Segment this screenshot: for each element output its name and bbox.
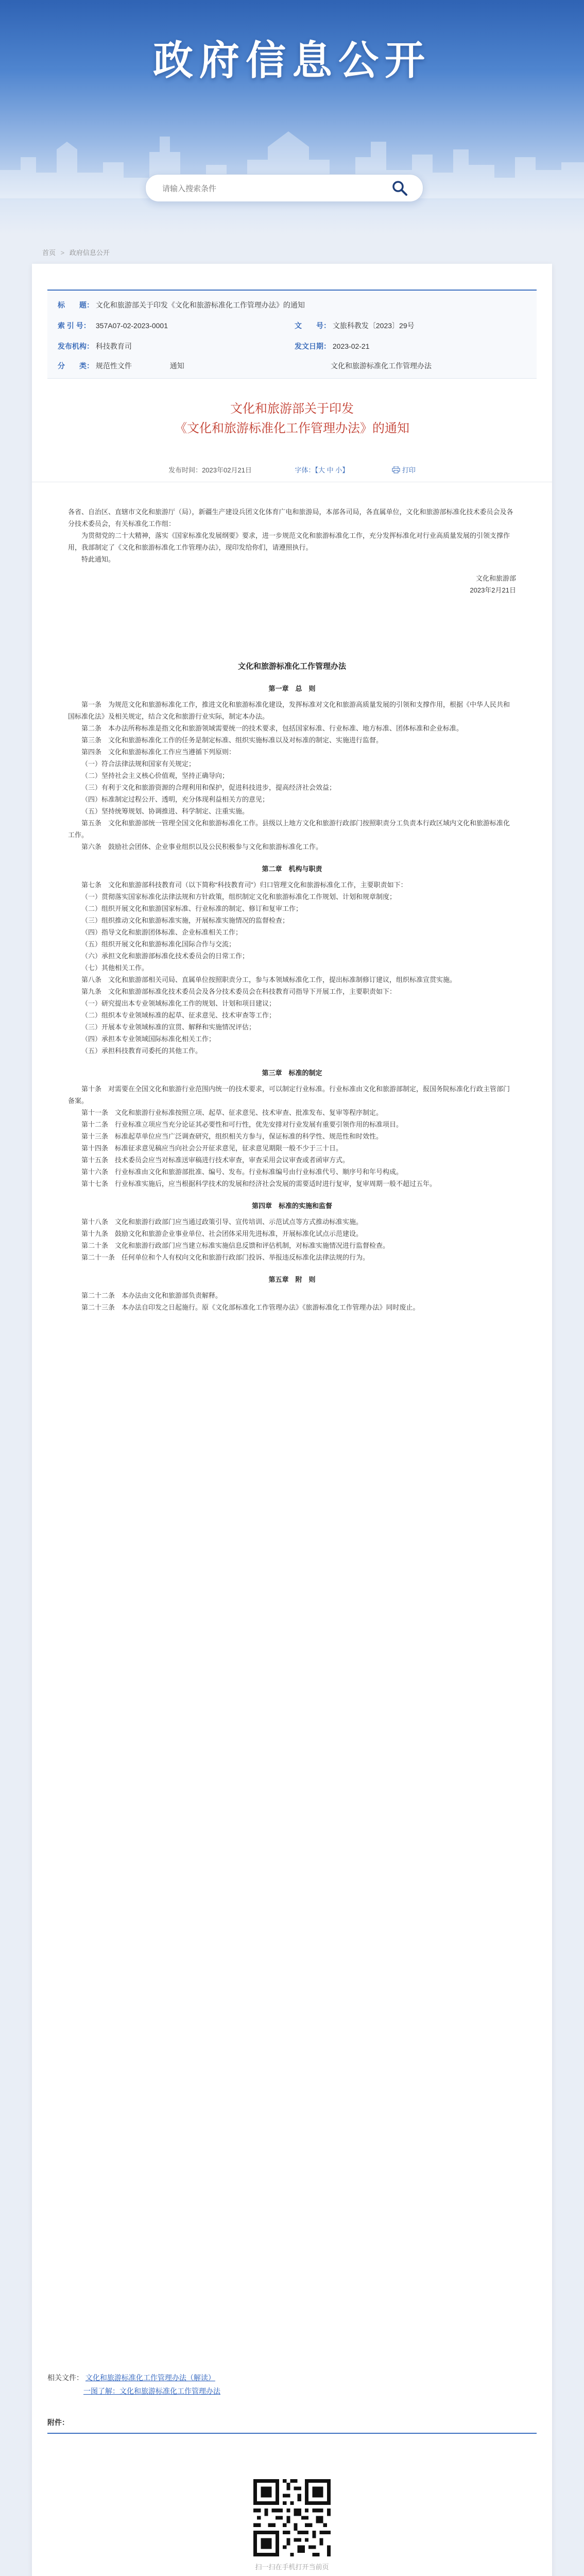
article-item: （三）开展本专业领域标准的宣贯、解释和实施情况评估； — [81, 1023, 256, 1031]
notice-paragraph: 为贯彻党的二十大精神，落实《国家标准化发展纲要》要求，进一步规范文化和旅游标准化工作，充分发挥标准化对行业高质量发展的引领支撑作用，我部制定了《文化和旅游标准化工作管理办法》，现印发给你们，请遵照执行。 — [68, 532, 510, 551]
article-item: （二）组织本专业领域标准的起草、征求意见、技术审查等工作； — [81, 1011, 276, 1019]
breadcrumb-home[interactable]: 首页 — [42, 249, 56, 257]
article: 第十二条 行业标准立项应当充分论证其必要性和可行性，优先安排对行业发展有重要引领作用的标准项目。 — [81, 1121, 403, 1128]
article: 第十八条 文化和旅游行政部门应当通过政策引导、宣传培训、示范试点等方式推动标准实施。 — [81, 1218, 363, 1226]
meta-category-value: 规范性文件 — [95, 362, 132, 370]
article-item: （五）承担科技教育司委托的其他工作。 — [81, 1047, 202, 1055]
meta-title-label: 标 题： — [58, 301, 94, 309]
article-item: （二）组织开展文化和旅游国家标准、行业标准的制定、修订和复审工作； — [81, 905, 303, 912]
article-item: （二）坚持社会主义核心价值观，坚持正确导向； — [81, 772, 229, 779]
meta-row-title — [58, 295, 305, 315]
meta-row-date — [295, 336, 370, 357]
document-meta-table — [47, 290, 537, 379]
article-item: （六）承担文化和旅游部标准化技术委员会的日常工作； — [81, 952, 249, 960]
article-item: （五）坚持统筹规划、协调推进、科学制定、注重实施。 — [81, 807, 249, 815]
breadcrumb — [42, 247, 542, 260]
meta-row-topic — [331, 355, 432, 376]
search-bar — [145, 174, 423, 202]
article-item: （四）指导文化和旅游团体标准、企业标准相关工作； — [81, 928, 243, 936]
chapter-heading: 第一章 总 则 — [268, 685, 316, 692]
article: 第四条 文化和旅游标准化工作应当遵循下列原则： — [81, 748, 236, 756]
print-button[interactable] — [392, 466, 416, 474]
article: 第十五条 技术委员会应当对标准送审稿进行技术审查，审查采用会议审查或者函审方式。 — [81, 1156, 350, 1164]
article-item: （一）贯彻落实国家标准化法律法规和方针政策，组织制定文化和旅游标准化工作规划、计划和规章制度； — [81, 893, 397, 901]
chapter-heading: 第四章 标准的实施和监督 — [251, 1202, 332, 1210]
qr-share-block — [32, 2479, 552, 2571]
meta-type-value: 通知 — [169, 362, 184, 370]
article-item: （一）符合法律法规和国家有关规定； — [81, 760, 196, 768]
publish-time: 发布时间：2023年02月21日 — [168, 466, 252, 474]
attachment-bar — [47, 2412, 537, 2434]
site-title: 政府信息公开 — [152, 38, 431, 84]
article: 第二十二条 本办法由文化和旅游部负责解释。 — [81, 1292, 222, 1299]
printer-icon — [392, 466, 400, 473]
breadcrumb-current[interactable]: 政府信息公开 — [69, 249, 110, 257]
attachment-label: 附件： — [47, 2418, 69, 2427]
meta-org-label: 发布机构： — [58, 342, 94, 350]
article: 第九条 文化和旅游部标准化技术委员会及各分技术委员会在科技教育司指导下开展工作，主要职责如下： — [81, 988, 397, 995]
meta-date-label: 发文日期： — [295, 342, 331, 350]
article: 第十一条 文化和旅游行业标准按照立项、起草、征求意见、技术审查、批准发布、复审等程序制定。 — [81, 1109, 383, 1116]
article-item: （四）标准制定过程公开、透明，充分体现利益相关方的意见； — [81, 795, 269, 803]
notice-body — [68, 506, 516, 596]
search-icon[interactable] — [391, 179, 408, 197]
related-link-infographic[interactable]: 一图了解：文化和旅游标准化工作管理办法 — [83, 2387, 220, 2395]
article-item: （一）研究提出本专业领域标准化工作的规划、计划和项目建议； — [81, 999, 276, 1007]
article: 第十四条 标准征求意见稿应当向社会公开征求意见，征求意见期限一般不少于三十日。 — [81, 1144, 343, 1152]
qr-share-text: 扫一扫在手机打开当前页 — [255, 2563, 329, 2571]
notice-sign-date: 2023年2月21日 — [470, 586, 516, 594]
meta-category-label: 分 类： — [58, 362, 94, 370]
document-info-line — [32, 465, 552, 482]
article: 第七条 文化和旅游部科技教育司（以下简称“科技教育司”）归口管理文化和旅游标准化工作，主要职责如下： — [81, 881, 407, 889]
meta-row-category — [58, 355, 184, 376]
chapter-heading: 第二章 机构与职责 — [262, 865, 322, 873]
search-input[interactable] — [161, 180, 380, 197]
article: 第二十一条 任何单位和个人有权向文化和旅游行政部门投诉、举报违反标准化法律法规的行为。 — [81, 1253, 370, 1261]
article-item: （三）组织推动文化和旅游标准实施，开展标准实施情况的监督检查； — [81, 917, 289, 924]
page-header — [0, 0, 584, 234]
article: 第十九条 鼓励文化和旅游企业事业单位、社会团体采用先进标准，开展标准化试点示范建设。 — [81, 1230, 363, 1238]
article: 第十七条 行业标准实施后，应当根据科学技术的发展和经济社会发展的需要适时进行复审，复审周期一般不超过五年。 — [81, 1180, 437, 1188]
meta-row-docno — [295, 315, 415, 336]
article-item: （七）其他相关工作。 — [81, 964, 149, 972]
article: 第十六条 行业标准由文化和旅游部批准、编号、发布。行业标准编号由行业标准代号、顺序号和年号构成。 — [81, 1168, 403, 1176]
qr-code-icon — [253, 2479, 331, 2556]
meta-docno-label: 文 号： — [295, 321, 331, 330]
related-label: 相关文件： — [47, 2374, 83, 2382]
meta-row-index — [58, 315, 168, 336]
notice-signer: 文化和旅游部 — [475, 574, 516, 582]
document-title-line2: 《文化和旅游标准化工作管理办法》的通知 — [175, 421, 409, 435]
content-panel — [32, 264, 552, 2576]
meta-index-label: 索 引 号： — [58, 321, 91, 330]
measures-body — [68, 660, 516, 1313]
meta-topic-value: 文化和旅游标准化工作管理办法 — [331, 362, 432, 370]
article: 第十条 对需要在全国文化和旅游行业范围内统一的技术要求，可以制定行业标准。行业标准由文化和旅游部制定，报国务院标准化行政主管部门备案。 — [68, 1085, 510, 1105]
article: 第十三条 标准起草单位应当广泛调查研究，组织相关方参与，保证标准的科学性、规范性和时效性。 — [81, 1132, 383, 1140]
related-files — [47, 2371, 537, 2398]
article: 第二条 本办法所称标准是指文化和旅游领域需要统一的技术要求，包括国家标准、行业标准、地方标准、团体标准和企业标准。 — [81, 724, 463, 732]
article: 第二十条 文化和旅游行政部门应当建立标准实施信息反馈和评估机制，对标准实施情况进行监督检查。 — [81, 1242, 390, 1249]
notice-salutation: 各省、自治区、直辖市文化和旅游厅（局），新疆生产建设兵团文化体育广电和旅游局，本部各司局，各直属单位，文化和旅游部标准化技术委员会及各分技术委员会，有关标准化工作组： — [68, 508, 513, 528]
meta-title-value: 文化和旅游部关于印发《文化和旅游标准化工作管理办法》的通知 — [95, 301, 305, 309]
meta-row-org — [58, 336, 132, 357]
meta-index-value: 357A07-02-2023-0001 — [95, 321, 168, 330]
measures-title: 文化和旅游标准化工作管理办法 — [237, 662, 346, 671]
chapter-heading: 第三章 标准的制定 — [262, 1069, 322, 1077]
article-item: （五）组织开展文化和旅游标准化国际合作与交流； — [81, 940, 236, 948]
document-title-line1: 文化和旅游部关于印发 — [230, 401, 354, 416]
meta-org-value: 科技教育司 — [95, 342, 132, 350]
article: 第二十三条 本办法自印发之日起施行。原《文化部标准化工作管理办法》《旅游标准化工作管理办法》同时废止。 — [81, 1303, 420, 1311]
meta-docno-value: 文旅科教发〔2023〕29号 — [332, 321, 415, 330]
font-size-switch[interactable]: 字体：【大 中 小】 — [295, 466, 349, 474]
related-link-interpretation[interactable]: 文化和旅游标准化工作管理办法（解读） — [85, 2374, 215, 2382]
print-label: 打印 — [402, 466, 416, 474]
meta-date-value: 2023-02-21 — [332, 342, 370, 350]
article-item: （四）承担本专业领域国际标准化相关工作； — [81, 1035, 216, 1043]
breadcrumb-separator: > — [60, 249, 65, 257]
article-item: （三）有利于文化和旅游资源的合理利用和保护，促进科技进步，提高经济社会效益； — [81, 784, 336, 791]
article: 第三条 文化和旅游标准化工作的任务是制定标准、组织实施标准以及对标准的制定、实施进行监督。 — [81, 736, 383, 744]
article: 第五条 文化和旅游部统一管理全国文化和旅游标准化工作。县级以上地方文化和旅游行政部门按照职责分工负责本行政区域内文化和旅游标准化工作。 — [68, 819, 510, 839]
article: 第六条 鼓励社会团体、企业事业组织以及公民积极参与文化和旅游标准化工作。 — [81, 843, 323, 851]
article: 第八条 文化和旅游部相关司局、直属单位按照职责分工，参与本领域标准化工作，提出标准制修订建议，组织标准宣贯实施。 — [81, 976, 457, 984]
article: 第一条 为规范文化和旅游标准化工作，推进文化和旅游标准化建设，发挥标准对文化和旅游高质量发展的引领和支撑作用，根据《中华人民共和国标准化法》及相关规定，结合文化和旅游行业实际，制定本办法。 — [68, 701, 510, 720]
chapter-heading: 第五章 附 则 — [268, 1276, 316, 1283]
notice-closing: 特此通知。 — [81, 555, 115, 563]
